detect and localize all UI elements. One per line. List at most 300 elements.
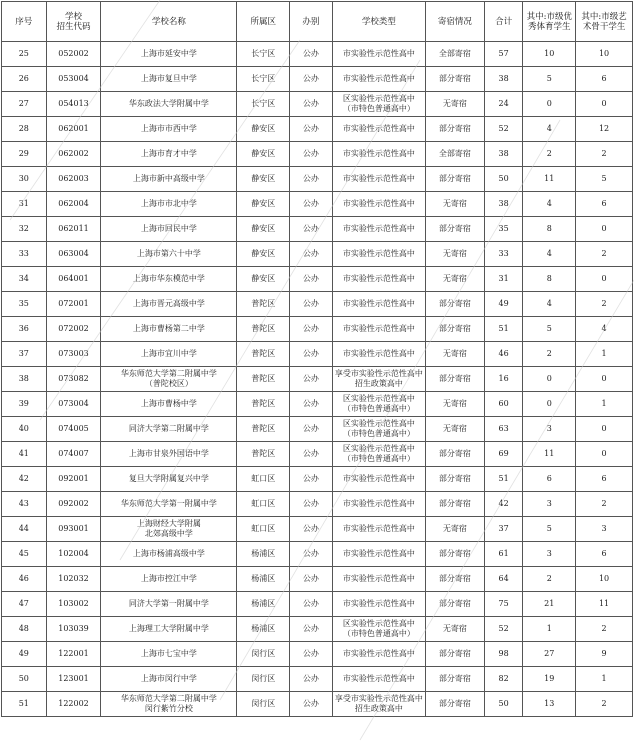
cell-seq: 38	[2, 367, 47, 392]
school-quota-table	[1, 1, 633, 717]
cell-sports: 5	[523, 317, 576, 342]
cell-sports: 11	[523, 167, 576, 192]
cell-category-line: 市实验性示范性高中	[342, 49, 415, 58]
cell-category-line: 市实验性示范性高中	[342, 274, 415, 283]
cell-category-line: 招生政策高中	[354, 379, 403, 388]
cell-sports: 4	[523, 192, 576, 217]
cell-sports: 2	[523, 142, 576, 167]
cell-arts: 0	[576, 417, 633, 442]
table-row	[2, 92, 633, 117]
cell-name	[101, 592, 237, 617]
cell-category-line: 市实验性示范性高中	[342, 174, 415, 183]
cell-district: 普陀区	[237, 342, 290, 367]
cell-total: 50	[484, 167, 523, 192]
cell-seq: 32	[2, 217, 47, 242]
cell-seq: 31	[2, 192, 47, 217]
cell-total: 46	[484, 342, 523, 367]
cell-name	[101, 517, 237, 542]
cell-seq: 26	[2, 67, 47, 92]
cell-category	[332, 42, 425, 67]
cell-category	[332, 292, 425, 317]
header-arts-line2: 术骨干学生	[582, 21, 626, 32]
cell-name-line: 上海市市西中学	[140, 124, 197, 133]
cell-type: 公办	[290, 492, 333, 517]
table-row	[2, 217, 633, 242]
cell-type: 公办	[290, 342, 333, 367]
cell-name	[101, 67, 237, 92]
cell-name-line: 上海市曹杨第二中学	[132, 324, 205, 333]
cell-boarding: 无寄宿	[426, 617, 485, 642]
table-row	[2, 467, 633, 492]
cell-district: 静安区	[237, 142, 290, 167]
cell-arts: 1	[576, 342, 633, 367]
cell-total: 52	[484, 117, 523, 142]
cell-district: 静安区	[237, 192, 290, 217]
cell-arts: 12	[576, 117, 633, 142]
cell-total: 37	[484, 517, 523, 542]
cell-arts: 0	[576, 217, 633, 242]
cell-name-line: 闵行紫竹分校	[144, 704, 193, 713]
cell-name-line: 同济大学第二附属中学	[128, 424, 209, 433]
cell-sports: 4	[523, 117, 576, 142]
cell-arts: 2	[576, 242, 633, 267]
header-type: 办别	[290, 2, 333, 42]
cell-code: 072001	[46, 292, 101, 317]
cell-code: 074007	[46, 442, 101, 467]
cell-total: 51	[484, 467, 523, 492]
cell-type: 公办	[290, 142, 333, 167]
cell-category-line: 市实验性示范性高中	[342, 499, 415, 508]
table-row	[2, 592, 633, 617]
cell-total: 16	[484, 367, 523, 392]
cell-category-line: 市实验性示范性高中	[342, 149, 415, 158]
cell-type: 公办	[290, 242, 333, 267]
cell-type: 公办	[290, 367, 333, 392]
cell-name	[101, 42, 237, 67]
cell-category-line: 市实验性示范性高中	[342, 474, 415, 483]
cell-code: 063004	[46, 242, 101, 267]
cell-seq: 43	[2, 492, 47, 517]
cell-category-line: 市实验性示范性高中	[342, 124, 415, 133]
cell-category	[332, 342, 425, 367]
cell-sports: 3	[523, 542, 576, 567]
cell-boarding: 部分寄宿	[426, 492, 485, 517]
cell-category	[332, 592, 425, 617]
cell-arts: 0	[576, 367, 633, 392]
cell-code: 102032	[46, 567, 101, 592]
cell-boarding: 部分寄宿	[426, 592, 485, 617]
cell-name-line: 上海市回民中学	[140, 224, 197, 233]
cell-sports: 21	[523, 592, 576, 617]
cell-name	[101, 292, 237, 317]
cell-total: 42	[484, 492, 523, 517]
cell-category-line: （市特色普通高中）	[342, 429, 415, 438]
cell-arts: 0	[576, 92, 633, 117]
cell-category	[332, 617, 425, 642]
cell-arts: 2	[576, 617, 633, 642]
cell-name	[101, 442, 237, 467]
cell-total: 61	[484, 542, 523, 567]
cell-type: 公办	[290, 517, 333, 542]
cell-boarding: 部分寄宿	[426, 667, 485, 692]
cell-arts: 1	[576, 392, 633, 417]
cell-boarding: 无寄宿	[426, 342, 485, 367]
cell-district: 闵行区	[237, 642, 290, 667]
table-row	[2, 567, 633, 592]
cell-district: 普陀区	[237, 442, 290, 467]
cell-seq: 37	[2, 342, 47, 367]
cell-code: 093001	[46, 517, 101, 542]
cell-code: 103002	[46, 592, 101, 617]
cell-arts: 0	[576, 267, 633, 292]
cell-type: 公办	[290, 167, 333, 192]
cell-district: 普陀区	[237, 292, 290, 317]
cell-seq: 44	[2, 517, 47, 542]
cell-boarding: 部分寄宿	[426, 467, 485, 492]
cell-category-line: （市特色普通高中）	[342, 629, 415, 638]
cell-code: 052002	[46, 42, 101, 67]
table-row	[2, 42, 633, 67]
cell-category	[332, 367, 425, 392]
cell-arts: 1	[576, 667, 633, 692]
cell-arts: 2	[576, 492, 633, 517]
cell-total: 98	[484, 642, 523, 667]
cell-code: 062002	[46, 142, 101, 167]
cell-arts: 6	[576, 192, 633, 217]
cell-code: 062011	[46, 217, 101, 242]
cell-boarding: 部分寄宿	[426, 567, 485, 592]
cell-name	[101, 567, 237, 592]
cell-name	[101, 417, 237, 442]
cell-type: 公办	[290, 617, 333, 642]
cell-name-line: 上海理工大学附属中学	[128, 624, 209, 633]
table-row	[2, 517, 633, 542]
cell-seq: 35	[2, 292, 47, 317]
table-row	[2, 492, 633, 517]
cell-name-line: 上海市延安中学	[140, 49, 197, 58]
cell-category-line: 市实验性示范性高中	[342, 224, 415, 233]
header-code	[46, 2, 101, 42]
cell-category	[332, 417, 425, 442]
cell-category	[332, 642, 425, 667]
cell-total: 50	[484, 692, 523, 717]
header-sports	[523, 2, 576, 42]
cell-category-line: 区实验性示范性高中	[342, 419, 415, 428]
cell-district: 闵行区	[237, 692, 290, 717]
cell-type: 公办	[290, 67, 333, 92]
cell-boarding: 全部寄宿	[426, 142, 485, 167]
cell-arts: 4	[576, 317, 633, 342]
cell-category-line: 市实验性示范性高中	[342, 524, 415, 533]
cell-seq: 33	[2, 242, 47, 267]
cell-boarding: 部分寄宿	[426, 117, 485, 142]
cell-name-line: 上海市新中高级中学	[132, 174, 205, 183]
cell-seq: 27	[2, 92, 47, 117]
cell-district: 长宁区	[237, 92, 290, 117]
cell-code: 073004	[46, 392, 101, 417]
cell-sports: 0	[523, 392, 576, 417]
cell-category	[332, 242, 425, 267]
cell-code: 062001	[46, 117, 101, 142]
cell-sports: 2	[523, 567, 576, 592]
cell-district: 虹口区	[237, 467, 290, 492]
cell-category	[332, 517, 425, 542]
cell-name	[101, 242, 237, 267]
table-row	[2, 267, 633, 292]
cell-name	[101, 142, 237, 167]
cell-sports: 4	[523, 242, 576, 267]
cell-category	[332, 267, 425, 292]
cell-name	[101, 692, 237, 717]
cell-name-line: 上海市甘泉外国语中学	[128, 449, 209, 458]
cell-arts: 11	[576, 592, 633, 617]
cell-sports: 3	[523, 492, 576, 517]
table-row	[2, 192, 633, 217]
cell-arts: 2	[576, 292, 633, 317]
cell-district: 静安区	[237, 267, 290, 292]
cell-arts: 2	[576, 142, 633, 167]
cell-arts: 10	[576, 567, 633, 592]
cell-category-line: 区实验性示范性高中	[342, 94, 415, 103]
table-row	[2, 342, 633, 367]
header-arts	[576, 2, 633, 42]
cell-boarding: 部分寄宿	[426, 692, 485, 717]
cell-sports: 10	[523, 42, 576, 67]
table-header	[2, 2, 633, 42]
cell-district: 虹口区	[237, 517, 290, 542]
cell-type: 公办	[290, 467, 333, 492]
header-arts-line1: 其中:市级艺	[581, 11, 627, 22]
header-row	[2, 2, 633, 42]
cell-type: 公办	[290, 217, 333, 242]
header-sports-line2: 秀体育学生	[528, 21, 571, 32]
cell-category-line: （市特色普通高中）	[342, 454, 415, 463]
cell-name-line: 上海市市北中学	[140, 199, 197, 208]
cell-category	[332, 492, 425, 517]
cell-type: 公办	[290, 42, 333, 67]
cell-name	[101, 367, 237, 392]
cell-category	[332, 92, 425, 117]
header-total: 合计	[484, 2, 523, 42]
cell-district: 杨浦区	[237, 542, 290, 567]
cell-arts: 6	[576, 67, 633, 92]
cell-category	[332, 467, 425, 492]
cell-seq: 45	[2, 542, 47, 567]
cell-district: 普陀区	[237, 392, 290, 417]
cell-seq: 50	[2, 667, 47, 692]
cell-code: 092002	[46, 492, 101, 517]
table-row	[2, 542, 633, 567]
header-boarding: 寄宿情况	[426, 2, 485, 42]
cell-sports: 19	[523, 667, 576, 692]
cell-total: 69	[484, 442, 523, 467]
cell-name	[101, 167, 237, 192]
cell-seq: 40	[2, 417, 47, 442]
cell-district: 闵行区	[237, 667, 290, 692]
cell-type: 公办	[290, 542, 333, 567]
cell-code: 123001	[46, 667, 101, 692]
cell-category	[332, 192, 425, 217]
cell-category	[332, 217, 425, 242]
cell-total: 24	[484, 92, 523, 117]
cell-type: 公办	[290, 117, 333, 142]
cell-total: 52	[484, 617, 523, 642]
cell-name	[101, 92, 237, 117]
header-code-line2: 招生代码	[56, 21, 91, 32]
table-row	[2, 167, 633, 192]
cell-arts: 3	[576, 517, 633, 542]
cell-name-line: 上海市华东模范中学	[132, 274, 205, 283]
cell-boarding: 部分寄宿	[426, 317, 485, 342]
cell-total: 64	[484, 567, 523, 592]
cell-name-line: 上海市七宝中学	[140, 649, 197, 658]
cell-type: 公办	[290, 317, 333, 342]
cell-sports: 8	[523, 217, 576, 242]
cell-type: 公办	[290, 567, 333, 592]
cell-name-line: （普陀校区）	[144, 379, 193, 388]
cell-boarding: 部分寄宿	[426, 367, 485, 392]
cell-boarding: 部分寄宿	[426, 292, 485, 317]
cell-code: 062003	[46, 167, 101, 192]
cell-category-line: （市特色普通高中）	[342, 404, 415, 413]
cell-category-line: （市特色普通高中）	[342, 104, 415, 113]
cell-type: 公办	[290, 267, 333, 292]
cell-type: 公办	[290, 442, 333, 467]
cell-district: 杨浦区	[237, 567, 290, 592]
cell-district: 静安区	[237, 242, 290, 267]
cell-name-line: 上海财经大学附属	[136, 519, 201, 528]
cell-category	[332, 567, 425, 592]
cell-category	[332, 542, 425, 567]
cell-name-line: 华东政法大学附属中学	[128, 99, 209, 108]
cell-sports: 6	[523, 467, 576, 492]
cell-name	[101, 317, 237, 342]
cell-arts: 0	[576, 442, 633, 467]
cell-name-line: 上海市第六十中学	[136, 249, 201, 258]
cell-district: 静安区	[237, 167, 290, 192]
cell-category-line: 享受市实验性示范性高中	[334, 369, 423, 378]
cell-district: 杨浦区	[237, 617, 290, 642]
cell-boarding: 部分寄宿	[426, 642, 485, 667]
cell-type: 公办	[290, 592, 333, 617]
cell-district: 虹口区	[237, 492, 290, 517]
cell-category	[332, 392, 425, 417]
cell-name	[101, 117, 237, 142]
cell-category	[332, 317, 425, 342]
cell-code: 073082	[46, 367, 101, 392]
cell-seq: 25	[2, 42, 47, 67]
cell-type: 公办	[290, 292, 333, 317]
cell-seq: 51	[2, 692, 47, 717]
cell-name-line: 上海市闵行中学	[140, 674, 197, 683]
cell-type: 公办	[290, 417, 333, 442]
cell-boarding: 部分寄宿	[426, 442, 485, 467]
cell-boarding: 部分寄宿	[426, 67, 485, 92]
cell-sports: 8	[523, 267, 576, 292]
cell-category-line: 市实验性示范性高中	[342, 349, 415, 358]
cell-total: 60	[484, 392, 523, 417]
cell-category-line: 招生政策高中	[354, 704, 403, 713]
cell-code: 072002	[46, 317, 101, 342]
cell-seq: 47	[2, 592, 47, 617]
cell-category-line: 市实验性示范性高中	[342, 249, 415, 258]
cell-sports: 0	[523, 367, 576, 392]
cell-sports: 11	[523, 442, 576, 467]
cell-district: 长宁区	[237, 42, 290, 67]
table-row	[2, 442, 633, 467]
cell-name	[101, 542, 237, 567]
cell-arts: 10	[576, 42, 633, 67]
header-code-line1: 学校	[65, 11, 83, 22]
table-row	[2, 142, 633, 167]
cell-seq: 42	[2, 467, 47, 492]
cell-name-line: 上海市宜川中学	[140, 349, 197, 358]
cell-category-line: 市实验性示范性高中	[342, 199, 415, 208]
header-district: 所属区	[237, 2, 290, 42]
cell-seq: 29	[2, 142, 47, 167]
table-body	[2, 42, 633, 717]
cell-type: 公办	[290, 667, 333, 692]
header-sports-line1: 其中:市级优	[526, 11, 572, 22]
cell-name-line: 同济大学第一附属中学	[128, 599, 209, 608]
cell-boarding: 无寄宿	[426, 242, 485, 267]
cell-district: 长宁区	[237, 67, 290, 92]
cell-type: 公办	[290, 642, 333, 667]
cell-category-line: 区实验性示范性高中	[342, 394, 415, 403]
cell-sports: 2	[523, 342, 576, 367]
cell-seq: 48	[2, 617, 47, 642]
cell-boarding: 全部寄宿	[426, 42, 485, 67]
cell-boarding: 部分寄宿	[426, 542, 485, 567]
cell-seq: 30	[2, 167, 47, 192]
cell-total: 51	[484, 317, 523, 342]
cell-seq: 49	[2, 642, 47, 667]
cell-seq: 39	[2, 392, 47, 417]
cell-name-line: 华东师范大学第二附属中学	[120, 369, 217, 378]
cell-total: 57	[484, 42, 523, 67]
cell-category	[332, 442, 425, 467]
cell-code: 103039	[46, 617, 101, 642]
cell-total: 63	[484, 417, 523, 442]
cell-arts: 9	[576, 642, 633, 667]
cell-code: 102004	[46, 542, 101, 567]
cell-total: 38	[484, 192, 523, 217]
cell-total: 38	[484, 67, 523, 92]
cell-sports: 0	[523, 92, 576, 117]
table-row	[2, 117, 633, 142]
cell-sports: 5	[523, 517, 576, 542]
cell-name-line: 上海市曹杨中学	[140, 399, 197, 408]
table-row	[2, 242, 633, 267]
cell-boarding: 无寄宿	[426, 417, 485, 442]
cell-district: 杨浦区	[237, 592, 290, 617]
table-row	[2, 392, 633, 417]
cell-category	[332, 167, 425, 192]
table-row	[2, 417, 633, 442]
cell-name	[101, 342, 237, 367]
cell-seq: 41	[2, 442, 47, 467]
cell-total: 75	[484, 592, 523, 617]
cell-name	[101, 642, 237, 667]
cell-boarding: 无寄宿	[426, 192, 485, 217]
cell-category-line: 市实验性示范性高中	[342, 324, 415, 333]
cell-sports: 3	[523, 417, 576, 442]
table-row	[2, 317, 633, 342]
cell-category-line: 市实验性示范性高中	[342, 574, 415, 583]
table-row	[2, 692, 633, 717]
cell-category-line: 享受市实验性示范性高中	[334, 694, 423, 703]
cell-boarding: 部分寄宿	[426, 217, 485, 242]
